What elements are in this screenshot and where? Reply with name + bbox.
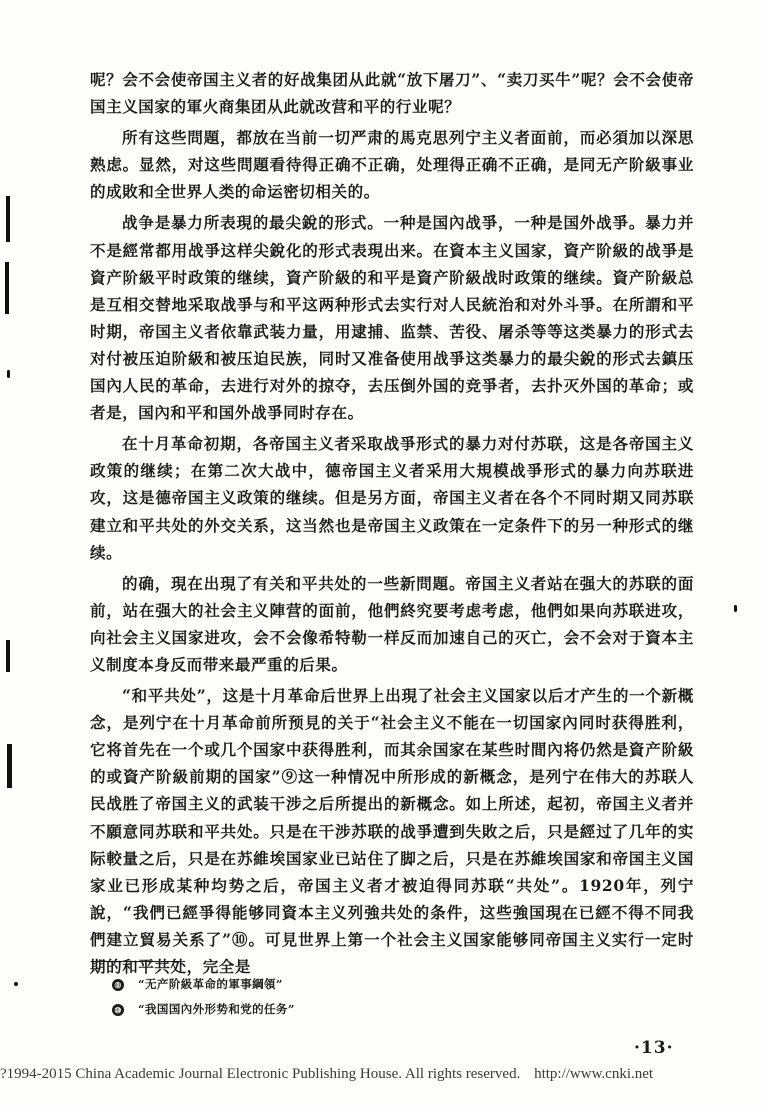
body-text	[90, 66, 694, 980]
website-link[interactable]: http://www.cnki.net	[534, 1066, 654, 1082]
footnote-text: “无产阶級革命的軍事綱領”	[138, 977, 283, 991]
paragraph-new-problems: 的确，現在出現了有关和平共处的一些新問題。帝国主义者站在强大的苏联的面前，站在强大的社会主义陣营的面前，他們終究要考虑考虑，他們如果向苏联进攻，向社会主义国家进攻，会不会像希特勒一样反而加速自己的灭亡，会不会对于資本主义制度本身反而带来最严重的后果。	[90, 573, 694, 674]
footnote-9	[112, 976, 283, 992]
page-number: ·13·	[634, 1038, 674, 1058]
footnote-marker: ⑩	[112, 1004, 124, 1016]
paragraph-war-violence: 战争是暴力所表現的最尖銳的形式。一种是国內战爭，一种是国外战爭。暴力并不是經常都用战爭这样尖銳化的形式表現出来。在資本主义国家，資产阶級的战爭是資产阶級平时政策的继续，資产阶級的和平是資产阶級战时政策的继续。資产阶級总是互相交替地采取战爭与和平这两种形式去实行对人民統治和对外斗爭。在所謂和平时期，帝国主义者依靠武装力量，用逮捕、监禁、苦役、屠杀等等这类暴力的形式去对付被压迫阶級和被压迫民族，同时又准备使用战爭这类暴力的最尖銳的形式去鎮压国內人民的革命，去进行对外的掠夺，去压倒外国的竞爭者，去扑灭外国的革命；或者是，国內和平和国外战爭同时存在。	[90, 213, 694, 423]
scan-mark	[5, 262, 9, 314]
footnote-marker: ⑨	[112, 979, 124, 991]
footnote-text: “我国国內外形势和党的任务”	[138, 1002, 295, 1016]
scan-mark	[734, 605, 737, 612]
paragraph-peaceful-coexistence: “和平共处”，这是十月革命后世界上出現了社会主义国家以后才产生的一个新概念，是列宁在十月革命前所预見的关于“社会主义不能在一切国家內同时获得胜利，它将首先在一个或几个国家中获得胜利，而其余国家在某些时間內将仍然是資产阶級的或資产阶級前期的国家”⑨这一种情况中所形成的新概念，是列宁在伟大的苏联人民战胜了帝国主义的武装干涉之后所提出的新概念。如上所述，起初，帝国主义者并不願意同苏联和平共处。只是在干涉苏联的战爭遭到失敗之后，只是經过了几年的实际較量之后，只是在苏維埃国家业已站住了脚之后，只是在苏維埃国家和帝国主义国家业已形成某种均势之后，帝国主义者才被迫得同苏联“共处”。1920年，列宁說，“我們已經爭得能够同資本主义列強共处的条件，这些強国現在已經不得不同我們建立貿易关系了”⑩。可見世界上第一个社会主义国家能够同帝国主义实行一定时期的和平共处，完全是	[90, 686, 694, 976]
copyright-text: ?1994-2015 China Academic Journal Electronic Publishing House. All rights reserved.	[0, 1066, 521, 1082]
copyright-bar	[0, 1066, 766, 1083]
footnote-divider	[91, 961, 185, 962]
scan-mark	[6, 196, 10, 242]
footnote-10	[112, 1001, 295, 1017]
paragraph-continuation: 呢？会不会使帝国主义者的好战集团从此就“放下屠刀”、“卖刀买牛”呢？会不会使帝国主义国家的軍火商集团从此就改营和平的行业呢？	[90, 70, 694, 117]
scan-mark	[14, 982, 18, 986]
scan-mark	[7, 370, 10, 378]
scan-mark	[7, 744, 12, 788]
paragraph-october-revolution: 在十月革命初期，各帝国主义者采取战爭形式的暴力对付苏联，这是各帝国主义政策的继续；在第二次大战中，德帝国主义者采用大規模战爭形式的暴力向苏联进攻，这是德帝国主义政策的继续。但是另方面，帝国主义者在各个不同时期又同苏联建立和平共处的外交关系，这当然也是帝国主义政策在一定条件下的另一种形式的继续。	[90, 434, 694, 562]
paragraph-questions: 所有这些問題，都放在当前一切严肃的馬克思列宁主义者面前，而必須加以深思熟虑。显然，对这些問題看待得正确不正确，处理得正确不正确，是同无产阶級事业的成敗和全世界人类的命运密切相关的。	[90, 128, 694, 202]
scan-mark	[6, 640, 10, 672]
